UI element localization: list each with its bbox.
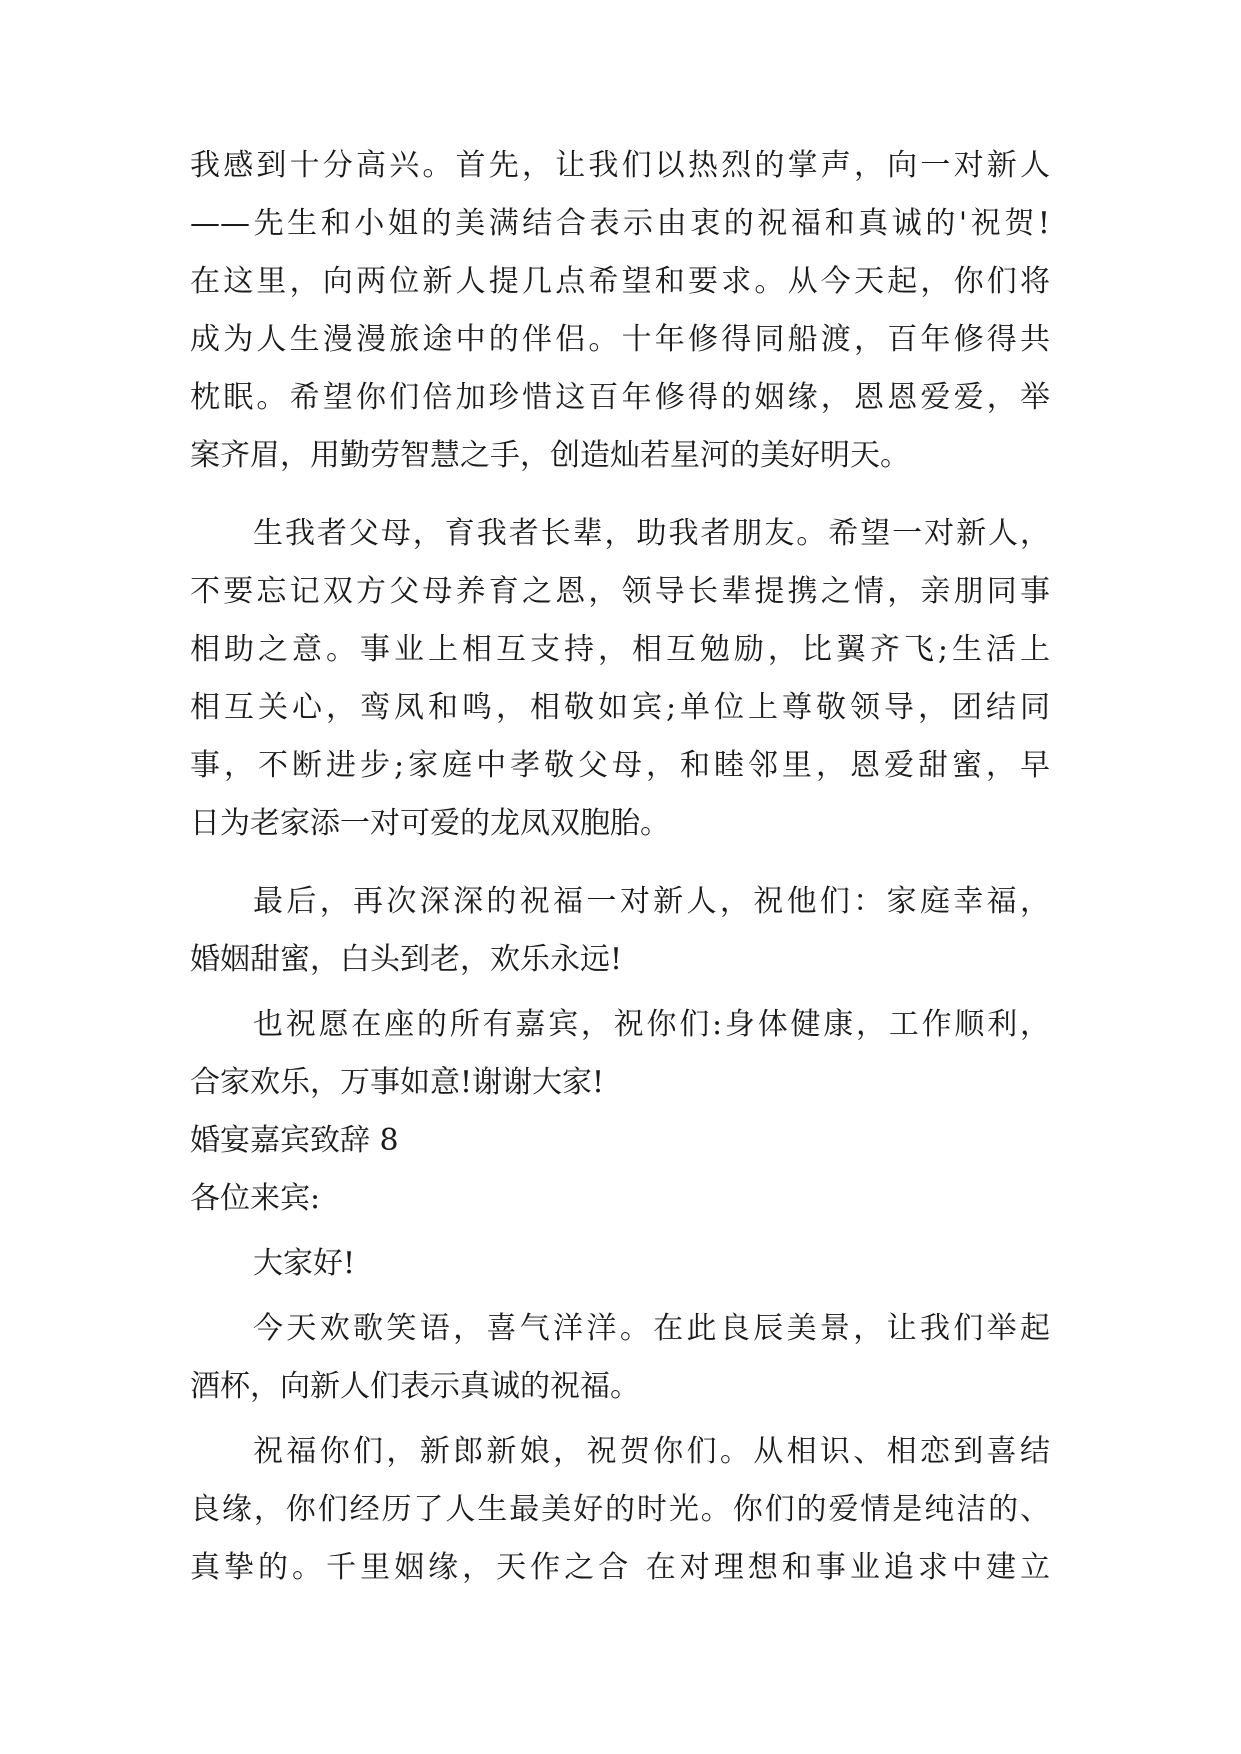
text-line: 酒杯，向新人们表示真诚的祝福。 xyxy=(190,1369,640,1404)
text-line: 成为人生漫漫旅途中的伴侣。十年修得同船渡，百年修得共 xyxy=(190,322,1050,357)
text-line: 日为老家添一对可爱的龙凤双胞胎。 xyxy=(190,806,670,841)
text-line: 合家欢乐，万事如意!谢谢大家! xyxy=(190,1065,605,1100)
text-line: 不要忘记双方父母养育之恩，领导长辈提携之情，亲朋同事 xyxy=(190,574,1050,609)
text-line: 我感到十分高兴。首先，让我们以热烈的掌声，向一对新人 xyxy=(190,148,1050,183)
text-line: 案齐眉，用勤劳智慧之手，创造灿若星河的美好明天。 xyxy=(190,438,910,473)
text-line: 今天欢歌笑语，喜气洋洋。在此良辰美景，让我们举起 xyxy=(253,1311,1050,1346)
text-line: 也祝愿在座的所有嘉宾，祝你们:身体健康，工作顺利， xyxy=(253,1007,1050,1042)
section-heading: 婚宴嘉宾致辞 8 xyxy=(190,1123,399,1158)
text-line: 相互关心，鸾凤和鸣，相敬如宾;单位上尊敬领导，团结同 xyxy=(190,690,1050,725)
text-line: 事，不断进步;家庭中孝敬父母，和睦邻里，恩爱甜蜜，早 xyxy=(190,748,1050,783)
salutation: 各位来宾: xyxy=(190,1181,321,1216)
text-line: 枕眠。希望你们倍加珍惜这百年修得的姻缘，恩恩爱爱，举 xyxy=(190,380,1050,415)
text-line: 相助之意。事业上相互支持，相互勉励，比翼齐飞;生活上 xyxy=(190,632,1050,667)
text-line: 生我者父母，育我者长辈，助我者朋友。希望一对新人， xyxy=(253,516,1050,551)
text-line: 最后，再次深深的祝福一对新人，祝他们：家庭幸福， xyxy=(253,884,1050,919)
text-line: 真挚的。千里姻缘，天作之合 在对理想和事业追求中建立 xyxy=(190,1550,1050,1585)
text-line: 在这里，向两位新人提几点希望和要求。从今天起，你们将 xyxy=(190,264,1050,299)
text-line: 祝福你们，新郎新娘，祝贺你们。从相识、相恋到喜结 xyxy=(253,1434,1050,1469)
greeting: 大家好! xyxy=(253,1246,356,1281)
text-line: ——先生和小姐的美满结合表示由衷的祝福和真诚的'祝贺! xyxy=(190,206,1050,241)
text-line: 婚姻甜蜜，白头到老，欢乐永远! xyxy=(190,942,623,977)
text-line: 良缘，你们经历了人生最美好的时光。你们的爱情是纯洁的、 xyxy=(190,1492,1050,1527)
